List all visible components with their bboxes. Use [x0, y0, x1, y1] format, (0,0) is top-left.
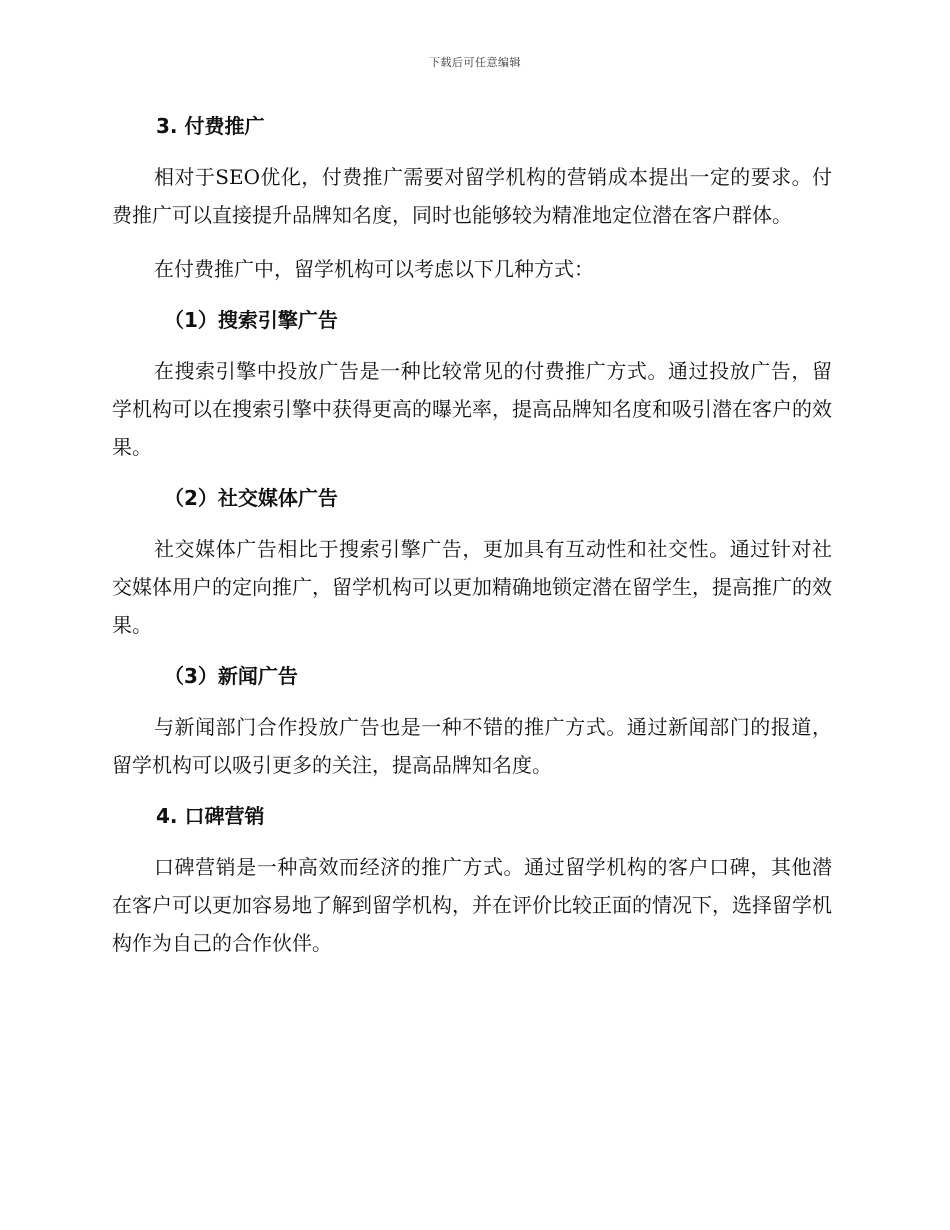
- paragraph-paid-intro: 相对于SEO优化，付费推广需要对留学机构的营销成本提出一定的要求。付费推广可以直接提升品牌知名度，同时也能够较为精准地定位潜在客户群体。: [112, 165, 832, 227]
- section-heading-paid-promotion: 3. 付费推广: [156, 114, 265, 138]
- paragraph-social-ads: 社交媒体广告相比于搜索引擎广告，更加具有互动性和社交性。通过针对社交媒体用户的定向推广，留学机构可以更加精确地锁定潜在留学生，提高推广的效果。: [112, 537, 832, 637]
- document-body: [112, 110, 832, 978]
- subheading-social-ads: （2）社交媒体广告: [164, 486, 338, 510]
- subheading-search-ads: （1）搜索引擎广告: [164, 308, 338, 332]
- subheading-news-ads: （3）新闻广告: [164, 664, 298, 688]
- paragraph-search-ads: 在搜索引擎中投放广告是一种比较常见的付费推广方式。通过投放广告，留学机构可以在搜索引擎中获得更高的曝光率，提高品牌知名度和吸引潜在客户的效果。: [112, 359, 832, 459]
- paragraph-paid-methods: 在付费推广中，留学机构可以考虑以下几种方式：: [154, 257, 594, 281]
- page-header: 下载后可任意编辑: [429, 56, 521, 69]
- paragraph-news-ads: 与新闻部门合作投放广告也是一种不错的推广方式。通过新闻部门的报道，留学机构可以吸引更多的关注，提高品牌知名度。: [112, 715, 832, 777]
- paragraph-word-of-mouth: 口碑营销是一种高效而经济的推广方式。通过留学机构的客户口碑，其他潜在客户可以更加容易地了解到留学机构，并在评价比较正面的情况下，选择留学机构作为自己的合作伙伴。: [112, 855, 832, 955]
- section-heading-word-of-mouth: 4. 口碑营销: [156, 804, 265, 828]
